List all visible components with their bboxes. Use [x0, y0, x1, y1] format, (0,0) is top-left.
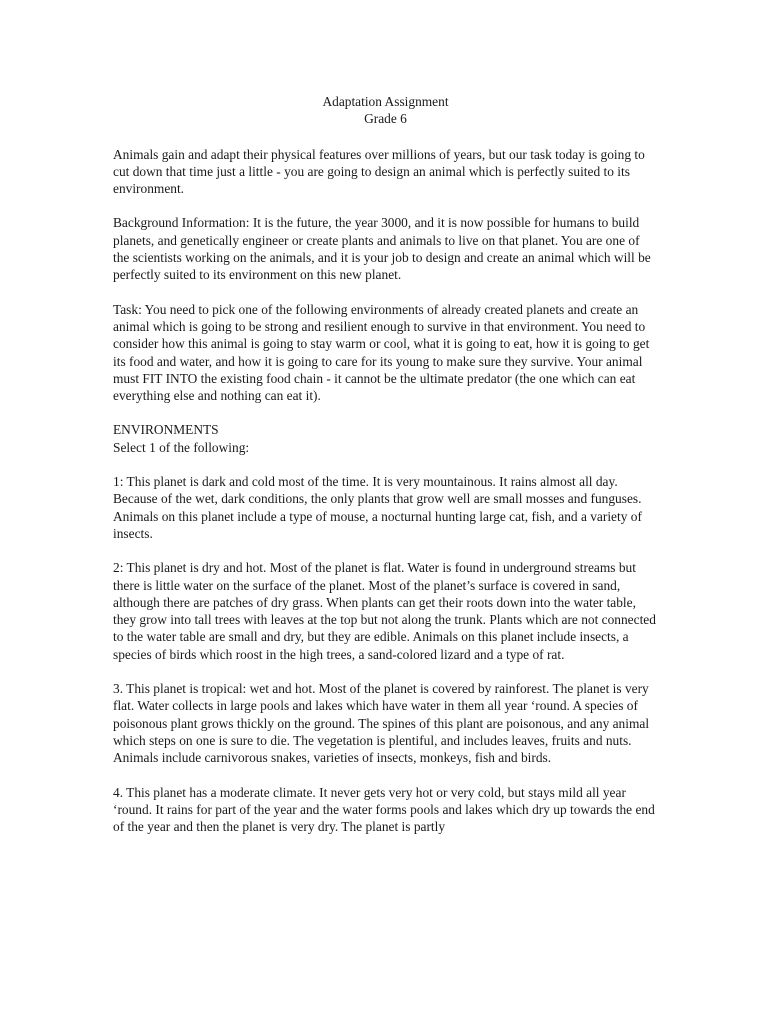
environment-1: 1: This planet is dark and cold most of the time. It is very mountainous. It rains almost all day. Because of the wet, dark conditions, the only plants that grow well are small mosses and funguses. Animals on this planet include a type of mouse, a nocturnal hunting large cat, fish, and a variety of insects.	[113, 474, 642, 541]
intro-paragraph: Animals gain and adapt their physical features over millions of years, but our task today is going to cut down that time just a little - you are going to design an animal which is perfectly suited to its environment.	[113, 146, 645, 197]
environment-4: 4. This planet has a moderate climate. It never gets very hot or very cold, but stays mild all year ‘round. It rains for part of the year and the water forms pools and lakes which dry up towards the end of the year and then the planet is very dry. The planet is partly	[113, 784, 655, 835]
environments-instruction: Select 1 of the following:	[113, 439, 250, 455]
environment-2: 2: This planet is dry and hot. Most of the planet is flat. Water is found in underground streams but there is little water on the surface of the planet. Most of the planet’s surface is covered in sand, although there are patches of dry grass. When plants can get their roots down into the water table, they grow into tall trees with leaves at the top but not along the trunk. Plants which are not connected to the water table are small and dry, but they are edible. Animals on this planet include insects, a species of birds which roost in the high trees, a sand-colored lizard and a type of rat.	[113, 560, 656, 662]
document-header	[113, 93, 658, 128]
environment-3: 3. This planet is tropical: wet and hot. Most of the planet is covered by rainforest. The planet is very flat. Water collects in large pools and lakes which have water in them all year ‘round. A species of poisonous plant grows thickly on the ground. The spines of this plant are poisonous, and any animal which steps on one is sure to die. The vegetation is plentiful, and includes leaves, fruits and nuts. Animals include carnivorous snakes, varieties of insects, monkeys, fish and birds.	[113, 681, 650, 766]
document-title: Adaptation Assignment	[322, 94, 449, 109]
document-grade: Grade 6	[364, 111, 407, 127]
background-paragraph: Background Information: It is the future, the year 3000, and it is now possible for humans to build planets, and genetically engineer or create plants and animals to live on that planet. You are one of the scientists working on the animals, and it is your job to design and create an animal which will be perfectly suited to its environment on this new planet.	[113, 215, 651, 283]
document-body	[113, 93, 658, 852]
task-paragraph: Task: You need to pick one of the following environments of already created planets and create an animal which is going to be strong and resilient enough to survive in that environment. You need to consider how this animal is going to stay warm or cool, what it is going to eat, how it is going to get its food and water, and how it is going to care for its young to make sure they survive. Your animal must FIT INTO the existing food chain - it cannot be the ultimate predator (the one which can eat everything else and nothing can eat it).	[113, 301, 650, 404]
environments-heading: ENVIRONMENTS	[113, 422, 219, 438]
